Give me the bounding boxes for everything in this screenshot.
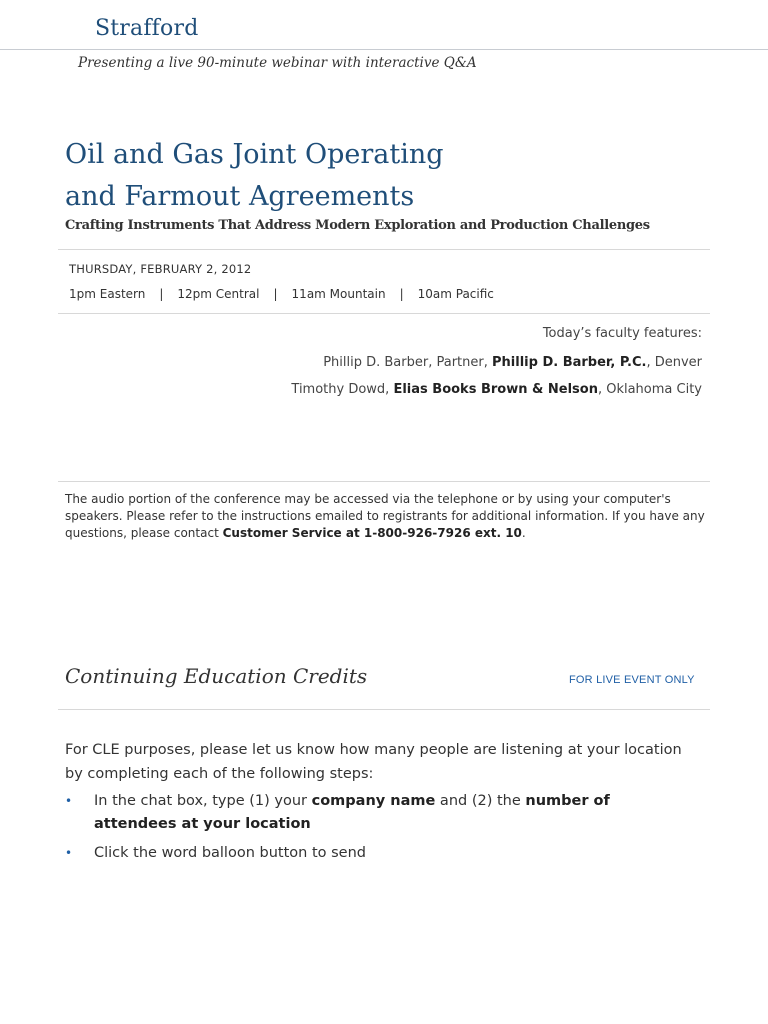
time-separator: | (273, 287, 278, 301)
event-times (69, 287, 494, 301)
faculty-location: , Denver (646, 355, 702, 370)
subtitle-divider (58, 249, 710, 250)
time-eastern: 1pm Eastern (69, 287, 146, 301)
header-divider (0, 49, 768, 50)
page-subtitle: Crafting Instruments That Address Modern Exploration and Production Challenges (65, 218, 650, 233)
faculty-firm: Phillip D. Barber, P.C. (492, 355, 647, 370)
time-pacific: 10am Pacific (417, 287, 494, 301)
faculty-member-2 (291, 382, 702, 397)
cle-step-2 (65, 842, 665, 865)
time-central: 12pm Central (177, 287, 260, 301)
webinar-tagline: Presenting a live 90-minute webinar with interactive Q&A (78, 55, 477, 71)
time-mountain: 11am Mountain (291, 287, 386, 301)
event-date: THURSDAY, FEBRUARY 2, 2012 (69, 262, 252, 276)
cle-steps-list (65, 790, 665, 871)
step-emphasis: number of attendees at your location (94, 793, 610, 832)
faculty-name: Phillip D. Barber, Partner, (323, 355, 492, 370)
live-event-note: FOR LIVE EVENT ONLY (569, 674, 695, 686)
faculty-member-1 (323, 355, 702, 370)
notice-text: The audio portion of the conference may be accessed via the telephone or by using your computer's speakers. Please refer to the instructions emailed to registrants for additional information. If you have any questions, please contact (65, 492, 705, 540)
audio-notice (65, 491, 705, 542)
title-line-2: and Farmout Agreements (65, 181, 415, 212)
faculty-heading: Today’s faculty features: (542, 326, 702, 341)
title-line-1: Oil and Gas Joint Operating (65, 139, 444, 170)
cle-step-1 (65, 790, 665, 836)
step-text: and (2) the (435, 793, 526, 809)
credits-heading: Continuing Education Credits (65, 664, 368, 688)
step-emphasis: company name (311, 793, 436, 809)
time-separator: | (399, 287, 404, 301)
time-separator: | (159, 287, 164, 301)
step-text: In the chat box, type (1) your (94, 793, 312, 809)
cle-instructions: For CLE purposes, please let us know how many people are listening at your location by completing each of the following steps: (65, 742, 682, 782)
faculty-firm: Elias Books Brown & Nelson (393, 382, 598, 397)
schedule-divider (58, 313, 710, 314)
faculty-name: Timothy Dowd, (291, 382, 394, 397)
page-title (65, 134, 705, 218)
customer-service-contact: Customer Service at 1-800-926-7926 ext. 10 (222, 526, 522, 540)
credits-divider (58, 709, 710, 710)
bullet-icon: • (65, 794, 73, 808)
notice-end: . (521, 526, 526, 540)
strafford-logo: Strafford (95, 16, 199, 41)
faculty-location: , Oklahoma City (597, 382, 702, 397)
bullet-icon: • (65, 846, 73, 860)
step-text: Click the word balloon button to send (94, 845, 366, 861)
faculty-divider (58, 481, 710, 482)
